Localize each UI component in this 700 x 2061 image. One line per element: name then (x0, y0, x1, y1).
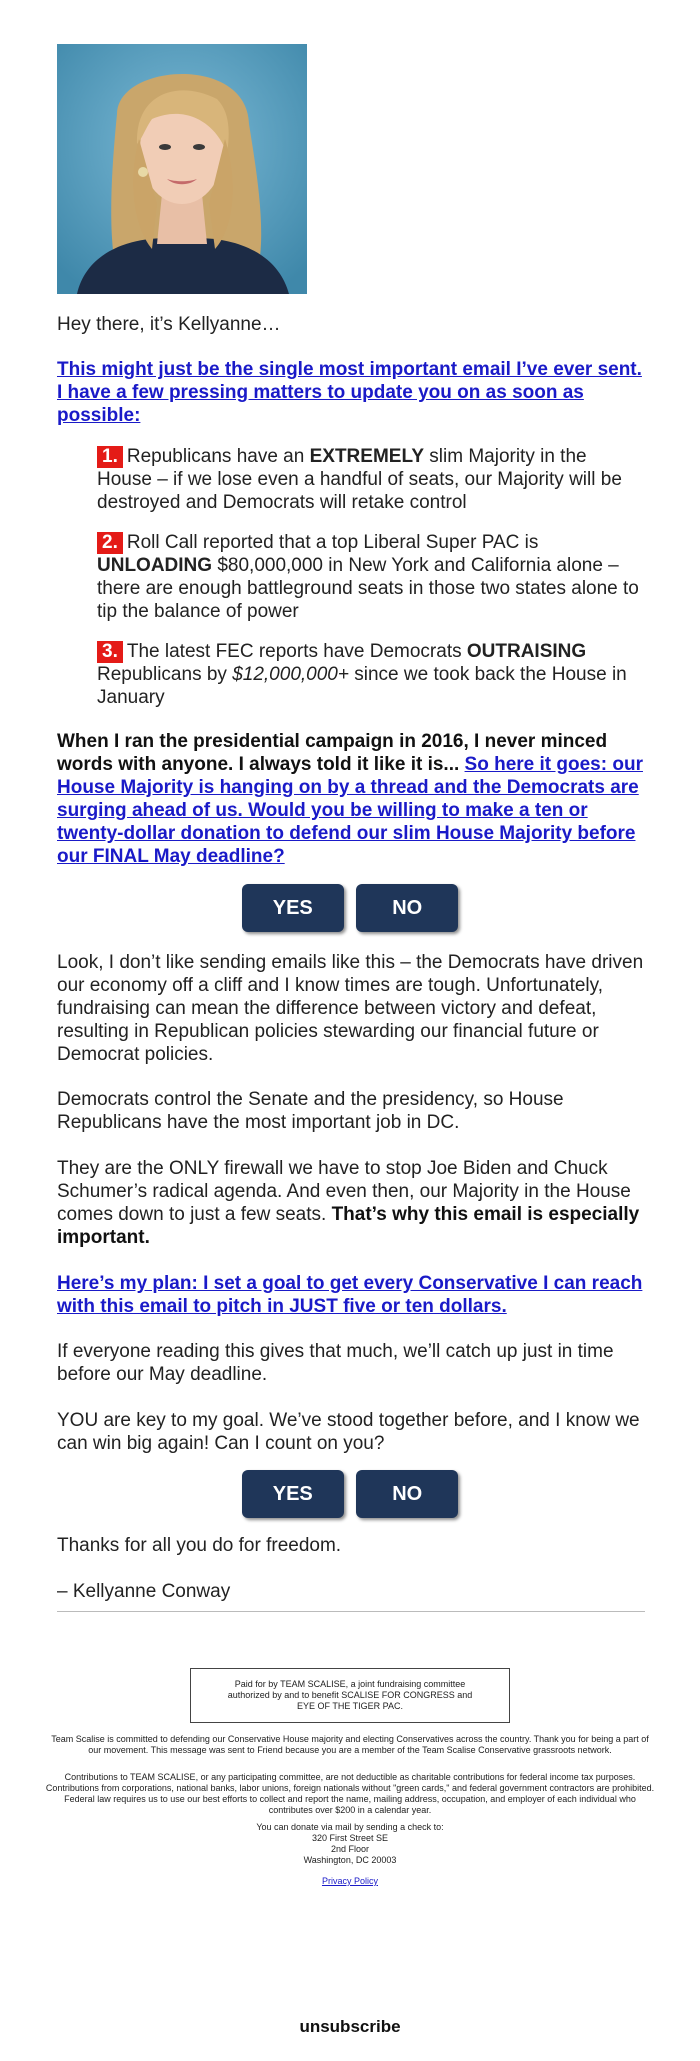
no-button[interactable]: NO (356, 1470, 458, 1518)
button-row-2 (0, 1470, 700, 1518)
point-1: 1. Republicans have an EXTREMELY slim Majority in the House – if we lose even a handful of seats, our Majority will be destroyed and Democrats will retake control (97, 446, 622, 513)
signature: – Kellyanne Conway (57, 1581, 231, 1602)
privacy-policy-wrap (45, 1876, 655, 1887)
button-row-1 (0, 884, 700, 932)
thanks: Thanks for all you do for freedom. (57, 1535, 342, 1556)
plan-link[interactable]: Here’s my plan: I set a goal to get every Conservative I can reach with this email to pitch in JUST five or ten dollars. (57, 1273, 643, 1317)
yes-button[interactable]: YES (242, 1470, 344, 1518)
paragraph-firewall: They are the ONLY firewall we have to stop Joe Biden and Chuck Schumer’s radical agenda. And even then, our Majority in the House comes down to just a few seats. That’s why this email is especially important. (57, 1158, 640, 1248)
paragraph-you: YOU are key to my goal. We’ve stood together before, and I know we can win big again! Can I count on you? (57, 1410, 640, 1454)
paid-for-box: Paid for by TEAM SCALISE, a joint fundraising committee authorized by and to benefit SCALISE FOR CONGRESS and EYE OF THE TIGER PAC. (190, 1668, 510, 1723)
privacy-policy-link[interactable]: Privacy Policy (321, 1876, 378, 1886)
footer-mail-intro: You can donate via mail by sending a check to: (256, 1822, 444, 1832)
divider (57, 1611, 645, 1612)
portrait-image (57, 44, 307, 294)
yes-button[interactable]: YES (242, 884, 344, 932)
point-number: 2. (97, 532, 123, 554)
headline-link-wrap (57, 358, 645, 427)
points-list (97, 445, 645, 709)
greeting: Hey there, it’s Kellyanne… (57, 314, 281, 335)
footer-address-2: 2nd Floor (330, 1844, 370, 1854)
paragraph-senate: Democrats control the Senate and the presidency, so House Republicans have the most important job in DC. (57, 1089, 564, 1133)
donate-ask-link[interactable]: So here it goes: our House Majority is hanging on by a thread and the Democrats are surging ahead of us. Would you be willing to make a ten or twenty-dollar donation to defend our slim House Majority before our FINAL May deadline? (57, 754, 643, 867)
point-2: 2. Roll Call reported that a top Liberal Super PAC is UNLOADING $80,000,000 in New York and California alone – there are enough battleground seats in those two states alone to tip the balance of power (97, 532, 639, 622)
point-number: 3. (97, 641, 123, 663)
plan-link-wrap (57, 1272, 645, 1318)
headline-link[interactable]: This might just be the single most important email I’ve ever sent. I have a few pressing matters to update you on as soon as possible: (57, 359, 642, 426)
footer-address-1: 320 First Street SE (311, 1833, 389, 1843)
paragraph-look: Look, I don’t like sending emails like this – the Democrats have driven our economy off a cliff and I know times are tough. Unfortunately, fundraising can mean the difference between victory and defeat, resulting in Republican policies stewarding our financial future or Democrat policies. (57, 952, 644, 1065)
point-number: 1. (97, 446, 123, 468)
point-3: 3. The latest FEC reports have Democrats OUTRAISING Republicans by $12,000,000+ since we took back the House in January (97, 641, 627, 708)
footer-contributions: Contributions to TEAM SCALISE, or any participating committee, are not deductible as charitable contributions for federal income tax purposes. Contributions from corporations, national banks, labor unions, foreign nationals without "green cards," and federal government contractors are prohibited. Federal law requires us to use our best efforts to collect and report the name, mailing address, occupation, and employer of each individual who contributes over $200 in a calendar year. (45, 1772, 655, 1815)
unsubscribe-link[interactable]: unsubscribe (299, 2017, 401, 2036)
kellyanne-photo (57, 44, 307, 294)
paragraph-everyone: If everyone reading this gives that much, we’ll catch up just in time before our May deadline. (57, 1341, 614, 1385)
footer-committed: Team Scalise is committed to defending our Conservative House majority and electing Conservatives across the country. Thank you for being a part of our movement. This message was sent to Friend because you are a member of the Team Scalise Conservative grassroots network. (51, 1734, 649, 1755)
no-button[interactable]: NO (356, 884, 458, 932)
campaign-paragraph: When I ran the presidential campaign in 2016, I never minced words with anyone. I always told it like it is... So here it goes: our House Majority is hanging on by a thread and the Democrats are surging ahead of us. Would you be willing to make a ten or twenty-dollar donation to defend our slim House Majority before our FINAL May deadline? (57, 731, 643, 867)
footer-address-3: Washington, DC 20003 (303, 1855, 397, 1865)
